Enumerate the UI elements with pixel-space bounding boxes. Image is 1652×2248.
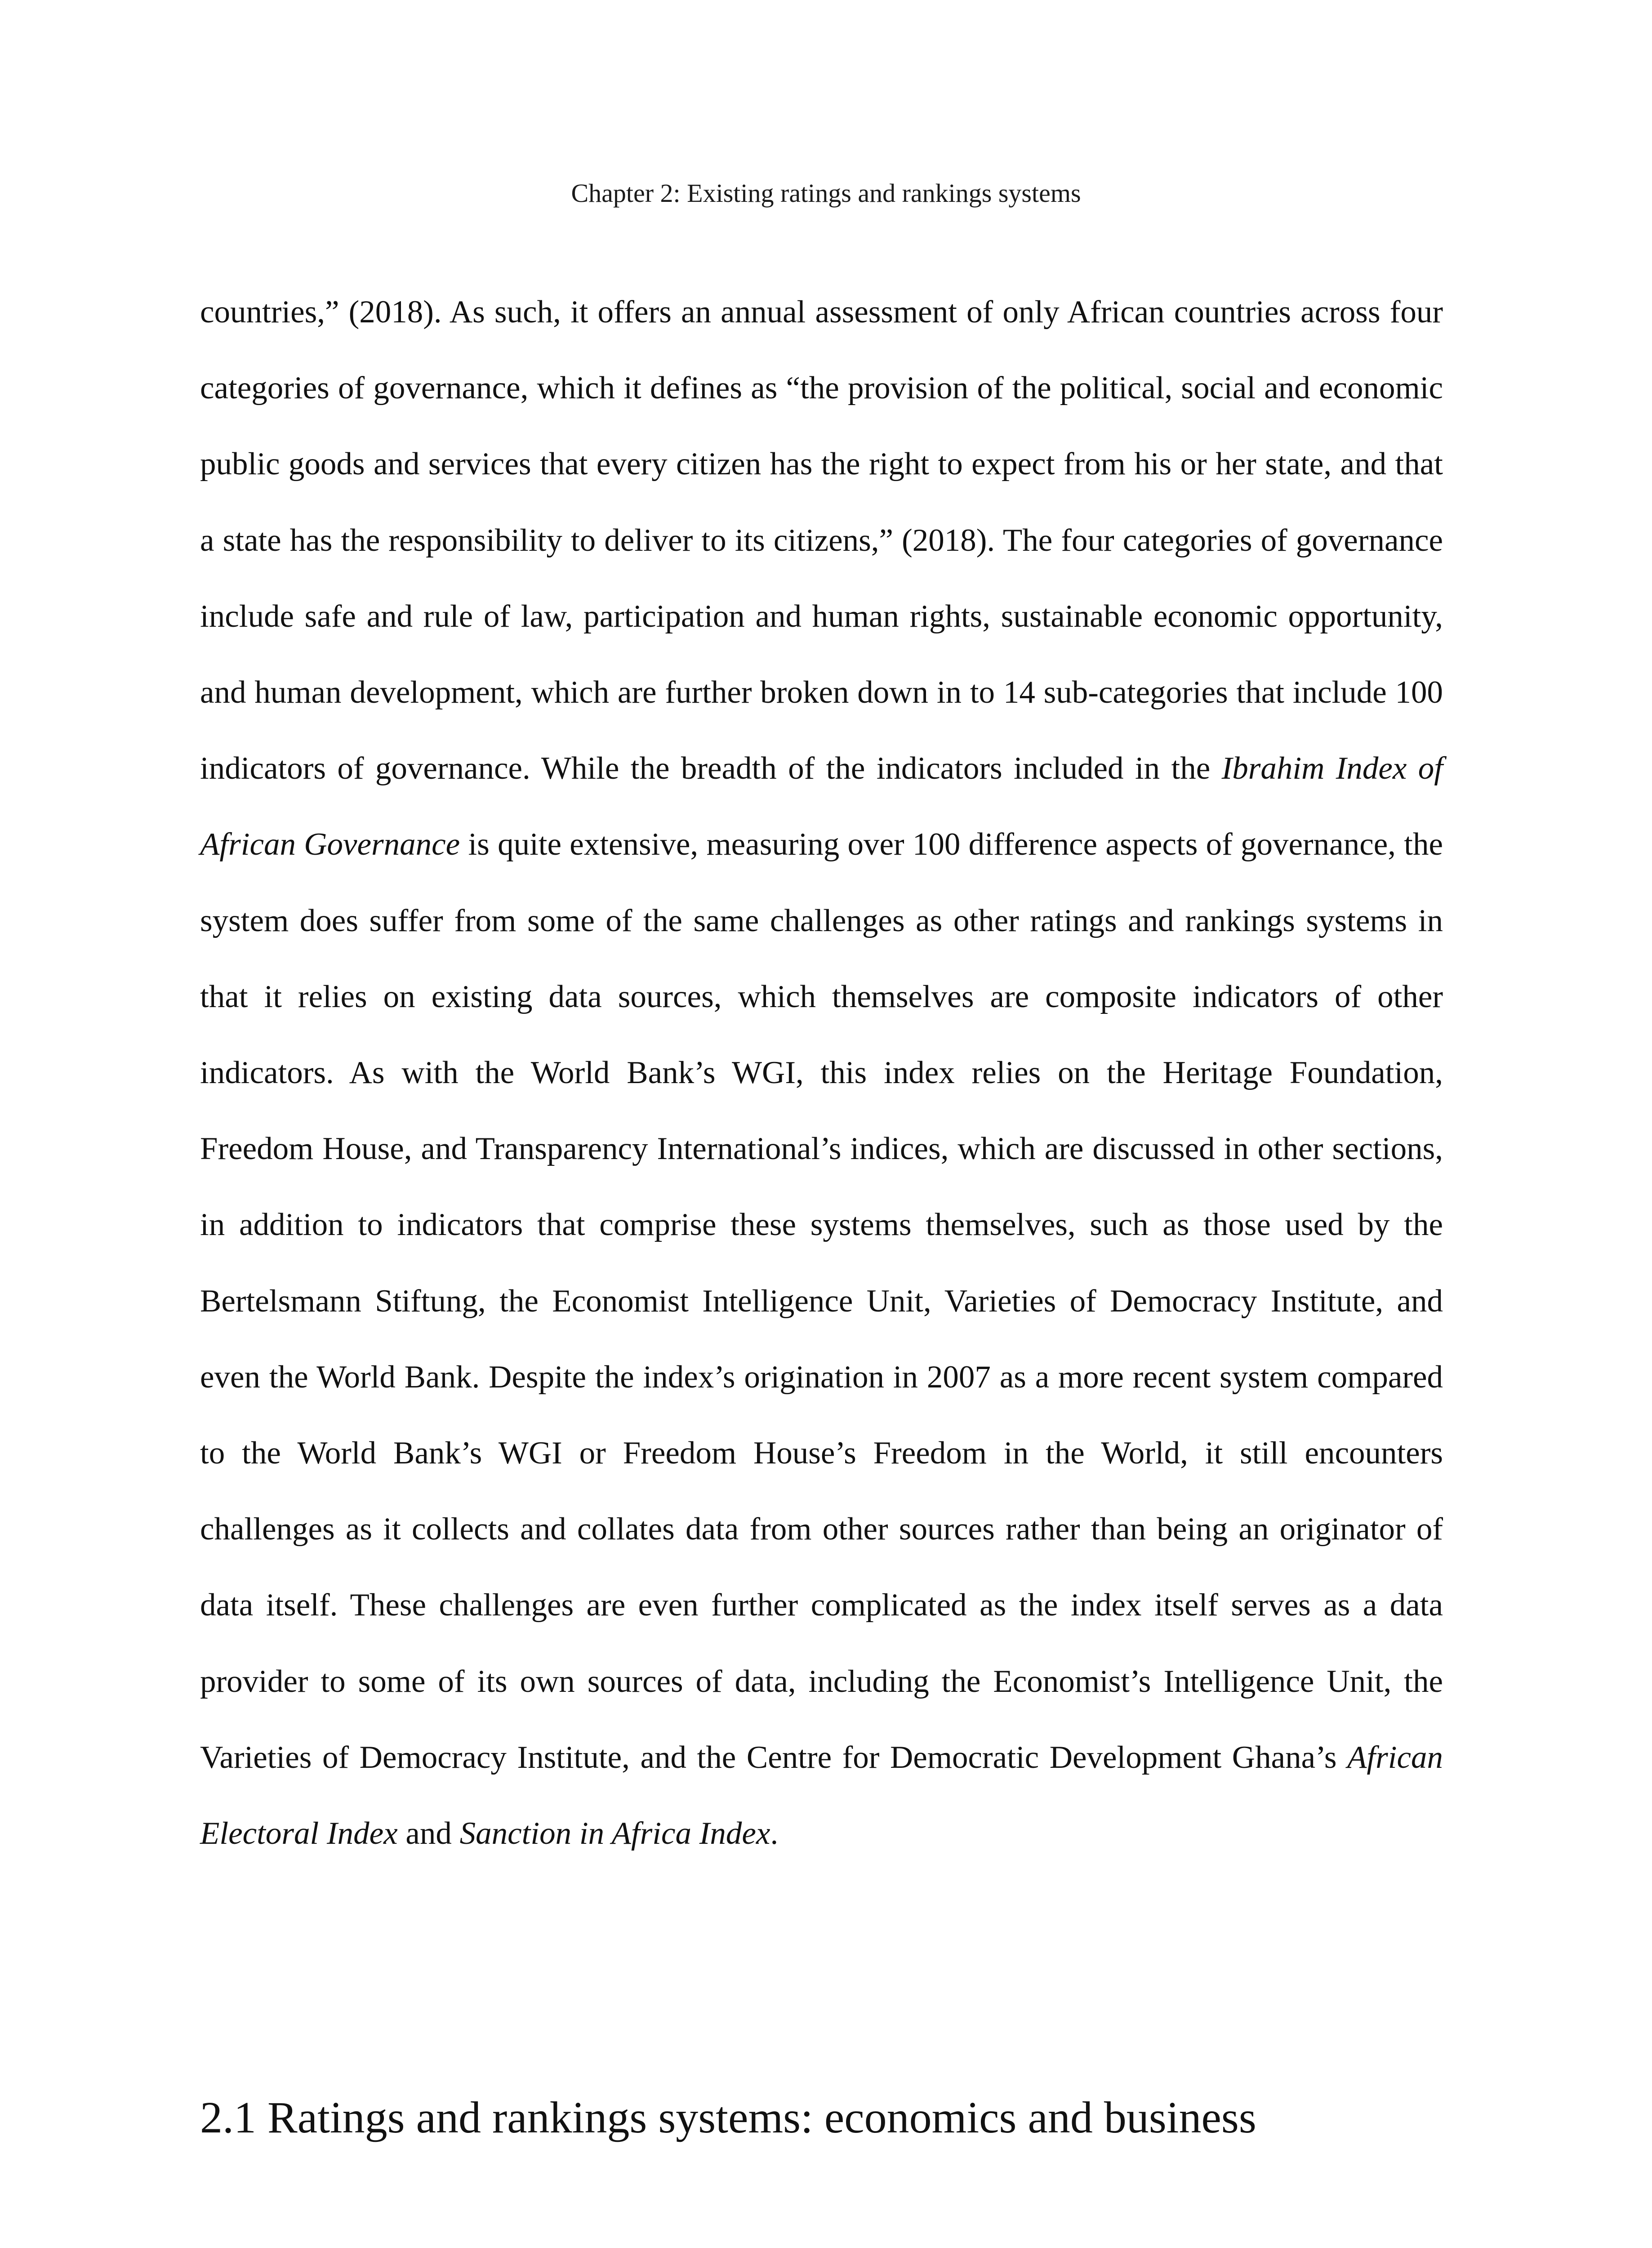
running-header: Chapter 2: Existing ratings and rankings systems [571, 178, 1081, 208]
body-paragraph [200, 274, 1443, 1872]
paragraph-text-run: countries,” (2018). As such, it offers an annual assessment of only African countries across four categories of governance, which it defines as “the provision of the political, social and economic public goods and services that every citizen has the right to expect from his or her state, and that a state has the responsibility to deliver to its citizens,” (2018). The four categories of governance include safe and rule of law, participation and human rights, sustainable economic opportunity, and human development, which are further broken down in to 14 sub-categories that include 100 indicators of governance. While the breadth of the indicators included in the [200, 294, 1443, 786]
paragraph-text-run: is quite extensive, measuring over 100 difference aspects of governance, the system does suffer from some of the same challenges as other ratings and rankings systems in that it relies on existing data sources, which themselves are composite indicators of other indicators. As with the World Bank’s WGI, this index relies on the Heritage Foundation, Freedom House, and Transparency International’s indices, which are discussed in other sections, in addition to indicators that comprise these systems themselves, such as those used by the Bertelsmann Stiftung, the Economist Intelligence Unit, Varieties of Democracy Institute, and even the World Bank. Despite the index’s origination in 2007 as a more recent system compared to the World Bank’s WGI or Freedom House’s Freedom in the World, it still encounters challenges as it collects and collates data from other sources rather than being an originator of data itself. These challenges are even further complicated as the index itself serves as a data provider to some of its own sources of data, including the Economist’s Intelligence Unit, the Varieties of Democracy Institute, and the Centre for Democratic Development Ghana’s [200, 827, 1443, 1775]
paragraph-text-run: and [397, 1816, 460, 1851]
index-title-ibrahim: Ibrahim Index of African Governance [200, 751, 1443, 862]
paragraph-text-run: . [770, 1816, 779, 1851]
index-title-sanction-in-africa: Sanction in Africa Index [459, 1816, 770, 1851]
index-title-african-electoral: African Electoral Index [200, 1740, 1443, 1851]
section-heading: 2.1 Ratings and rankings systems: economics and business [200, 2092, 1256, 2142]
